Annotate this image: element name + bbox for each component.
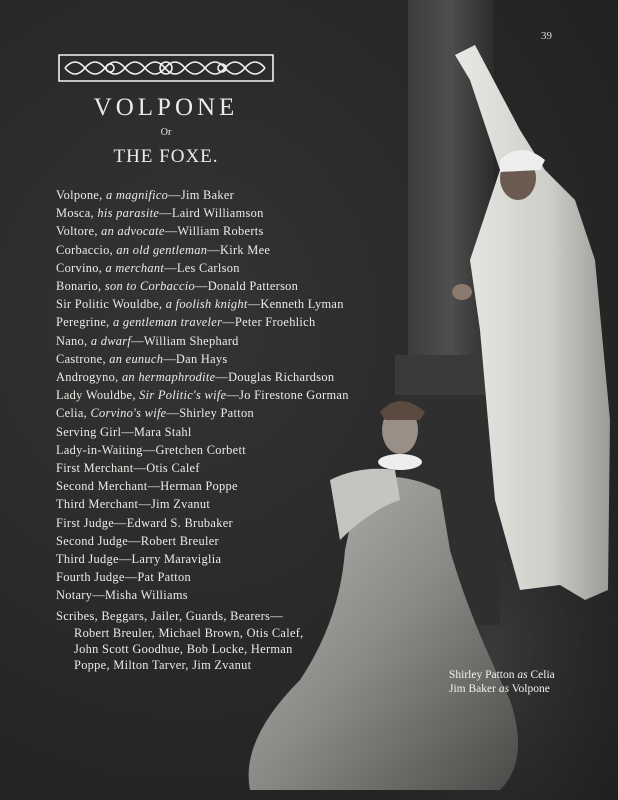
cast-role: Androgyno, (56, 370, 122, 385)
cast-actor: Larry Maraviglia (131, 552, 222, 567)
cast-actor: Robert Breuler (140, 533, 219, 548)
caption-as: as (517, 669, 528, 681)
cast-entry: Sir Politic Wouldbe, a foolish knight—Kenneth Lyman (56, 297, 344, 312)
cast-role-description: his parasite (97, 206, 160, 221)
play-subtitle: THE FOXE. (113, 146, 219, 167)
cast-actor: Dan Hays (175, 351, 228, 366)
cast-actor: Jim Zvanut (151, 497, 211, 512)
cast-role: First Merchant (56, 461, 134, 476)
cast-actor: Laird Williamson (171, 206, 264, 221)
cast-role-description: a gentleman traveler (112, 315, 223, 330)
cast-entry: Volpone, a magnifico—Jim Baker (56, 188, 235, 202)
cast-actor: Herman Poppe (160, 479, 238, 494)
cast-entry: Second Judge—Robert Breuler (56, 533, 219, 548)
cast-role: Voltore, (56, 224, 102, 239)
cast-entry: Castrone, an eunuch—Dan Hays (56, 351, 228, 366)
cast-actor: William Roberts (177, 224, 264, 239)
caption-actor: Jim Baker (449, 683, 496, 695)
cast-role: Lady Wouldbe, (56, 388, 140, 403)
cast-role: Castrone, (56, 351, 110, 366)
cast-entry: Third Merchant—Jim Zvanut (56, 497, 211, 512)
cast-actor: William Shephard (143, 333, 239, 348)
caption-role: Volpone (511, 683, 550, 695)
cast-actor: Kenneth Lyman (260, 297, 344, 312)
cast-entry: First Merchant—Otis Calef (56, 461, 200, 476)
caption-as: as (498, 683, 510, 695)
cast-role: Third Judge (56, 552, 119, 567)
cast-actor: Shirley Patton (179, 406, 254, 421)
cast-role-description: a dwarf (90, 333, 132, 348)
cast-role: Peregrine, (56, 315, 113, 330)
cast-actor: Otis Calef (146, 461, 200, 476)
cast-entry: Voltore, an advocate—William Roberts (56, 224, 264, 239)
cast-role: Lady-in-Waiting (56, 442, 143, 457)
cast-entry: Nano, a dwarf—William Shephard (56, 333, 239, 348)
ensemble-actors: John Scott Goodhue, Bob Locke, Herman (74, 641, 293, 656)
cast-role: Second Merchant (56, 479, 148, 494)
cast-role: Notary (56, 588, 93, 603)
caption-actor: Shirley Patton (449, 669, 515, 681)
cast-actor: Pat Patton (137, 570, 191, 585)
decorative-header-ornament (55, 51, 277, 85)
cast-entry: Corvino, a merchant—Les Carlson (56, 260, 240, 275)
cast-actor: Les Carlson (176, 260, 240, 275)
cast-actor: Kirk Mee (219, 242, 271, 257)
cast-role: Corvino, (56, 260, 106, 275)
ensemble-actors: Poppe, Milton Tarver, Jim Zvanut (74, 657, 252, 672)
cast-role-description: Sir Politic's wife (139, 388, 227, 403)
cast-role: Sir Politic Wouldbe, (56, 297, 166, 312)
cast-role-description: Corvino's wife (90, 406, 167, 421)
cast-role: Bonario, (56, 279, 105, 294)
caption-role: Celia (530, 669, 555, 681)
cast-entry: Notary—Misha Williams (56, 588, 188, 603)
ensemble-roles: Scribes, Beggars, Jailer, Guards, Bearers— (56, 608, 283, 623)
cast-entry: Lady-in-Waiting—Gretchen Corbett (56, 442, 246, 457)
caption-line (449, 682, 555, 696)
photo-caption (449, 668, 555, 696)
cast-role-description: an advocate (101, 224, 165, 239)
cast-actor: Edward S. Brubaker (126, 515, 233, 530)
cast-role: Serving Girl (56, 424, 122, 439)
cast-entry: Fourth Judge—Pat Patton (56, 570, 191, 585)
page-number: 39 (541, 30, 552, 42)
cast-actor: Jim Baker (180, 188, 235, 202)
cast-role: Nano, (56, 333, 91, 348)
cast-role: Second Judge (56, 533, 129, 548)
cast-role-description: an hermaphrodite (121, 370, 216, 385)
cast-role-description: a magnifico (105, 188, 169, 202)
cast-role: Mosca, (56, 206, 98, 221)
cast-role: First Judge (56, 515, 115, 530)
cast-actor: Misha Williams (104, 588, 188, 603)
cast-actor: Donald Patterson (207, 279, 299, 294)
cast-entry: Androgyno, an hermaphrodite—Douglas Richardson (56, 370, 335, 385)
cast-entry: Bonario, son to Corbaccio—Donald Patterson (56, 279, 299, 294)
cast-actor: Mara Stahl (133, 424, 192, 439)
cast-role-description: a foolish knight (165, 297, 248, 312)
title-conjunction: Or (160, 127, 172, 138)
cast-actor: Jo Firestone Gorman (239, 388, 349, 403)
cast-entry: First Judge—Edward S. Brubaker (56, 515, 233, 530)
ensemble-actors: Robert Breuler, Michael Brown, Otis Calef, (74, 625, 304, 640)
cast-entry: Corbaccio, an old gentleman—Kirk Mee (56, 242, 271, 257)
cast-entry: Mosca, his parasite—Laird Williamson (56, 206, 264, 221)
cast-role-description: son to Corbaccio (104, 279, 195, 294)
cast-role: Fourth Judge (56, 570, 125, 585)
cast-entry: Peregrine, a gentleman traveler—Peter Froehlich (56, 315, 316, 330)
cast-role-description: an old gentleman (116, 242, 208, 257)
cast-entry: Second Merchant—Herman Poppe (56, 479, 238, 494)
cast-entry: Celia, Corvino's wife—Shirley Patton (56, 406, 254, 421)
cast-entry: Serving Girl—Mara Stahl (56, 424, 192, 439)
cast-role: Corbaccio, (56, 242, 117, 257)
cast-actor: Peter Froehlich (234, 315, 316, 330)
cast-actor: Douglas Richardson (228, 370, 335, 385)
cast-entry: Third Judge—Larry Maraviglia (56, 552, 222, 567)
caption-line (449, 668, 555, 682)
cast-role: Volpone, (56, 188, 106, 202)
cast-role: Third Merchant (56, 497, 139, 512)
cast-role-description: an eunuch (109, 351, 164, 366)
cast-role: Celia, (56, 406, 91, 421)
play-title: VOLPONE (93, 94, 239, 121)
cast-entry: Lady Wouldbe, Sir Politic's wife—Jo Firestone Gorman (56, 388, 349, 403)
cast-list (56, 186, 349, 673)
cast-role-description: a merchant (105, 260, 165, 275)
cast-actor: Gretchen Corbett (155, 442, 246, 457)
